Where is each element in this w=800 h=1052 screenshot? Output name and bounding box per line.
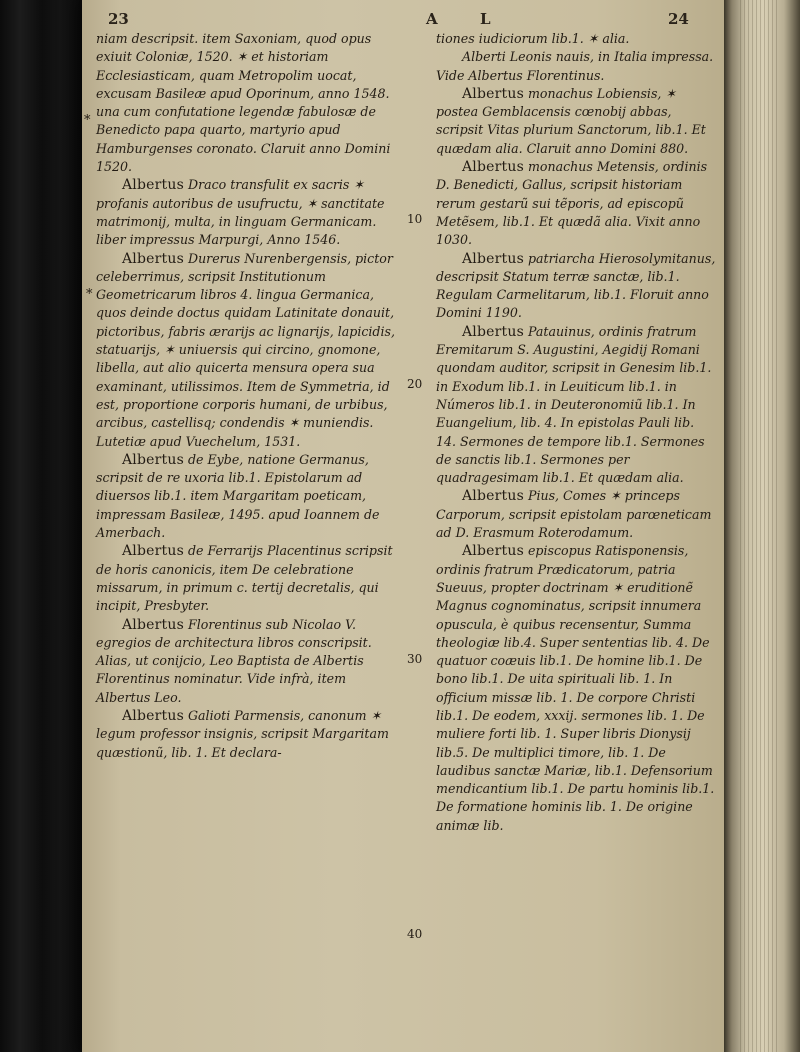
entry: Albertus Pius, Comes ✶ princeps Carporum, scripsit epistolam parœneticam ad D. Erasmum Roterodamum. xyxy=(436,488,712,541)
entry: Albertus de Ferrarijs Placentinus scripsit de horis canonicis, item De celebratione missarum, in primum c. tertij decretalis, qui incipit, Presbyter. xyxy=(96,543,393,614)
header-letter-left: A xyxy=(426,10,438,28)
left-column xyxy=(96,30,396,762)
line-number: 20 xyxy=(407,377,423,391)
header-letter-right: L xyxy=(480,10,491,28)
entry: Albertus monachus Metensis, ordinis D. Benedicti, Gallus, scripsit historiam rerum gestarũ sui tẽporis, ad episcopũ Metẽsem, lib.1. Et quædã alia. Vixit anno 1030. xyxy=(436,159,708,248)
page-number-left: 23 xyxy=(108,10,129,28)
line-number: 30 xyxy=(407,652,423,666)
entry: Alberti Leonis nauis, in Italia impressa. Vide Albertus Florentinus. xyxy=(436,49,714,83)
page-number-right: 24 xyxy=(668,10,689,28)
entry: Albertus Florentinus sub Nicolao V. egregios de architectura libros conscripsit. Alias, ut conijcio, Leo Baptista de Albertis Florentinus nominatur. Vide infrà, item Albertus Leo. xyxy=(96,616,372,705)
entry: Albertus patriarcha Hierosolymitanus, descripsit Statum terræ sanctæ, lib.1. Regulam Carmelitarum, lib.1. Floruit anno Domini 1190. xyxy=(436,250,716,321)
asterisk-marker: * xyxy=(86,287,93,302)
entry: Albertus monachus Lobiensis, ✶ postea Gemblacensis cœnobij abbas, scripsit Vitas plurium Sanctorum, lib.1. Et quædam alia. Claruit anno Domini 880. xyxy=(436,85,706,156)
line-number: 40 xyxy=(407,927,423,941)
entry: niam descripsit. item Saxoniam, quod opus exiuit Coloniæ, 1520. ✶ et historiam Ecclesiasticam, quam Metropolim uocat, excusam Basileæ apud Oporinum, anno 1548. una cum confutatione legendæ fabulosæ de Benedicto papa quarto, martyrio apud Hamburgenses coronato. Claruit anno Domini 1520. xyxy=(96,31,391,175)
asterisk-marker: * xyxy=(84,113,91,128)
entry: Albertus Patauinus, ordinis fratrum Eremitarum S. Augustini, Aegidij Romani quondam auditor, scripsit in Genesim lib.1. in Exodum lib.1. in Leuiticum lib.1. in Números lib.1. in Deuteronomiũ lib.1. In Euangelium, lib. 4. In epistolas Pauli lib. 14. Sermones de tempore lib.1. Sermones de sanctis lib.1. Sermones per quadragesimam lib.1. Et quædam alia. xyxy=(436,323,712,486)
right-column xyxy=(436,30,718,835)
entry: Albertus Durerus Nurenbergensis, pictor celeberrimus, scripsit Institutionum Geometricarum libros 4. lingua Germanica, quos deinde doctus quidam Latinitate donauit, pictoribus, fabris ærarijs ac lignarijs, lapicidis, statuarijs, ✶ uniuersis qui circino, gnomone, libella, aut alio quicerta mensura opera sua examinant, utilissimos. Item de Symmetria, id est, proportione corporis humani, de urbibus, arcibus, castellisq; condendis ✶ muniendis. Lutetiæ apud Vuechelum, 1531. xyxy=(96,250,395,449)
entry: tiones iudiciorum lib.1. ✶ alia. xyxy=(436,31,630,46)
entry: Albertus Draco transfulit ex sacris ✶ profanis autoribus de usufructu, ✶ sanctitate matrimonij, multa, in linguam Germanicam. liber impressus Marpurgi, Anno 1546. xyxy=(96,177,385,248)
entry: Albertus episcopus Ratisponensis, ordinis fratrum Prædicatorum, patria Sueuus, propter doctrinam ✶ eruditionẽ Magnus cognominatus, scripsit innumera opuscula, è quibus recensentur, Summa theologiæ lib.4. Super sententias lib. 4. De quatuor coæuis lib.1. De homine lib.1. De bono lib.1. De uita spirituali lib. 1. In officium missæ lib. 1. De corpore Christi lib.1. De eodem, xxxij. sermones lib. 1. De muliere forti lib. 1. Super libris Dionysij lib.5. De multiplici timore, lib. 1. De laudibus sanctæ Mariæ, lib.1. Defensorium mendicantium lib.1. De partu hominis lib.1. De formatione hominis lib. 1. De origine animæ lib. xyxy=(436,543,715,833)
page-edge-lines xyxy=(740,0,780,1052)
entry: Albertus Galioti Parmensis, canonum ✶ legum professor insignis, scripsit Margaritam quæstionũ, lib. 1. Et declara- xyxy=(96,707,389,760)
entry: Albertus de Eybe, natione Germanus, scripsit de re uxoria lib.1. Epistolarum ad diuersos lib.1. item Margaritam poeticam, impressam Basileæ, 1495. apud Ioannem de Amerbach. xyxy=(96,451,380,541)
line-number: 10 xyxy=(407,212,423,226)
